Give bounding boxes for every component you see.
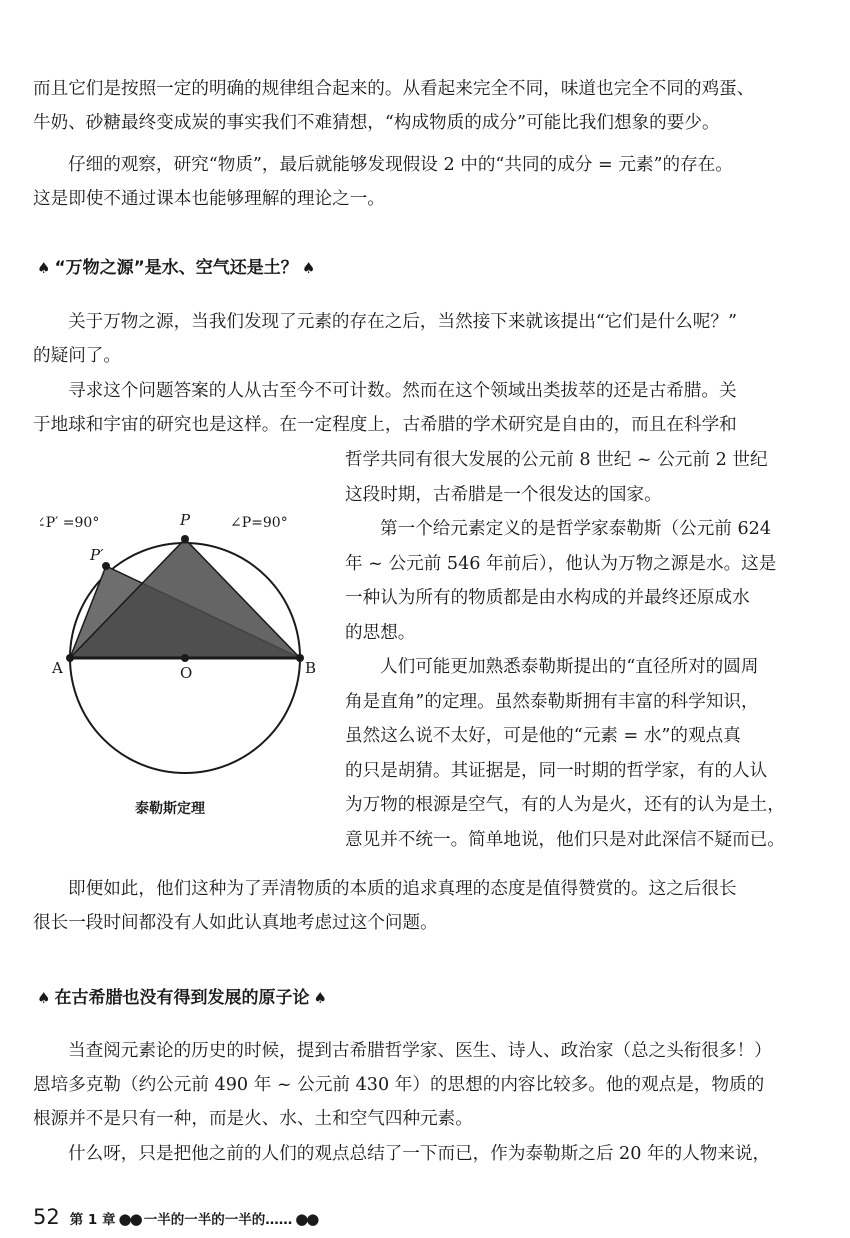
label-point-p: P [180,511,191,529]
chapter-label: 第 1 章 [69,1212,116,1228]
text-line: 恩培多克勒（约公元前 490 年 ~ 公元前 430 年）的思想的内容比较多。他的观点是，物质的 [33,1075,765,1095]
point-b-dot [296,654,304,662]
heading-text: 在古希腊也没有得到发展的原子论 [54,988,310,1008]
text-line: 即便如此，他们这种为了弄清物质的本质的追求真理的态度是值得赞赏的。这之后很长 [68,879,737,899]
point-p-dot [181,535,189,543]
paragraph-5 [33,872,819,940]
dots-icon: ●● [295,1210,318,1228]
spade-icon: ♠ [301,259,316,277]
chapter-title: 一半的一半的一半的…… [143,1212,293,1228]
text-line: 虽然这么说不太好，可是他的“元素 = 水”的观点真 [345,726,741,746]
text-line: 人们可能更加熟悉泰勒斯提出的“直径所对的圆周 [380,657,759,677]
text-line: 而且它们是按照一定的明确的规律组合起来的。从看起来完全不同，味道也完全不同的鸡蛋、 [33,79,755,99]
paragraph-6 [33,1034,819,1136]
text-line: 的只是胡猜。其证据是，同一时期的哲学家，有的人认 [345,760,768,781]
text-line: 这段时期，古希腊是一个很发达的国家。 [345,484,662,505]
text-line: 牛奶、砂糖最终变成炭的事实我们不难猜想，“构成物质的成分”可能比我们想象的要少。 [33,113,720,133]
point-o-dot [181,654,189,662]
text-line: 意见并不统一。简单地说，他们只是对此深信不疑而已。 [345,829,785,850]
page-number: 52 [33,1205,60,1229]
spade-icon: ♠ [37,989,51,1007]
paragraph-2 [33,148,819,216]
section-heading-2 [33,986,331,1010]
paragraph-1 [33,72,819,140]
text-line: 于地球和宇宙的研究也是这样。在一定程度上，古希腊的学术研究是自由的，而且在科学和 [33,415,737,435]
heading-text: “万物之源”是水、空气还是土？ [54,258,298,278]
label-point-pprime: P′ [90,546,104,564]
text-line: 哲学共同有很大发展的公元前 8 世纪 ~ 公元前 2 世纪 [345,450,768,470]
paragraph-3 [33,305,819,373]
text-line: 的疑问了。 [33,346,121,366]
thales-diagram [40,503,340,793]
text-line: 这是即使不通过课本也能够理解的理论之一。 [33,189,385,209]
figure-caption: 泰勒斯定理 [135,801,205,817]
text-line: 什么呀，只是把他之前的人们的观点总结了一下而已，作为泰勒斯之后 20 年的人物来说， [68,1144,771,1164]
text-line: 的思想。 [345,622,416,643]
section-heading-1 [33,256,319,280]
paragraph-7 [33,1137,819,1171]
dots-icon: ●● [118,1210,141,1228]
label-angle-p: ∠P=90° [230,515,288,531]
page-footer [33,1205,320,1229]
text-line: 第一个给元素定义的是哲学家泰勒斯（公元前 624 [380,519,772,539]
label-point-o: O [180,664,193,682]
label-angle-pprime: ∠P′ =90° [40,515,100,531]
paragraph-4 [33,374,819,442]
thales-theorem-figure [40,503,340,793]
label-point-b: B [305,659,317,677]
spade-icon: ♠ [313,989,327,1007]
text-line: 仔细的观察，研究“物质”，最后就能够发现假设 2 中的“共同的成分 = 元素”的存在。 [68,155,733,175]
wrapped-text [345,443,820,857]
text-line: 一种认为所有的物质都是由水构成的并最终还原成水 [345,588,750,608]
text-line: 很长一段时间都没有人如此认真地考虑过这个问题。 [33,913,438,933]
text-line: 关于万物之源，当我们发现了元素的存在之后，当然接下来就该提出“它们是什么呢？” [68,312,737,332]
text-line: 寻求这个问题答案的人从古至今不可计数。然而在这个领域出类拔萃的还是古希腊。关 [68,381,737,401]
text-line: 根源并不是只有一种，而是火、水、土和空气四种元素。 [33,1109,473,1129]
text-line: 当查阅元素论的历史的时候，提到古希腊哲学家、医生、诗人、政治家（总之头衔很多！） [68,1041,772,1061]
label-point-a: A [52,659,63,677]
text-line: 角是直角”的定理。虽然泰勒斯拥有丰富的科学知识， [345,691,759,712]
spade-icon: ♠ [37,259,51,277]
text-line: 为万物的根源是空气，有的人为是火，还有的认为是土， [345,795,785,815]
text-line: 年 ~ 公元前 546 年前后），他认为万物之源是水。这是 [345,553,777,574]
point-a-dot [66,654,74,662]
